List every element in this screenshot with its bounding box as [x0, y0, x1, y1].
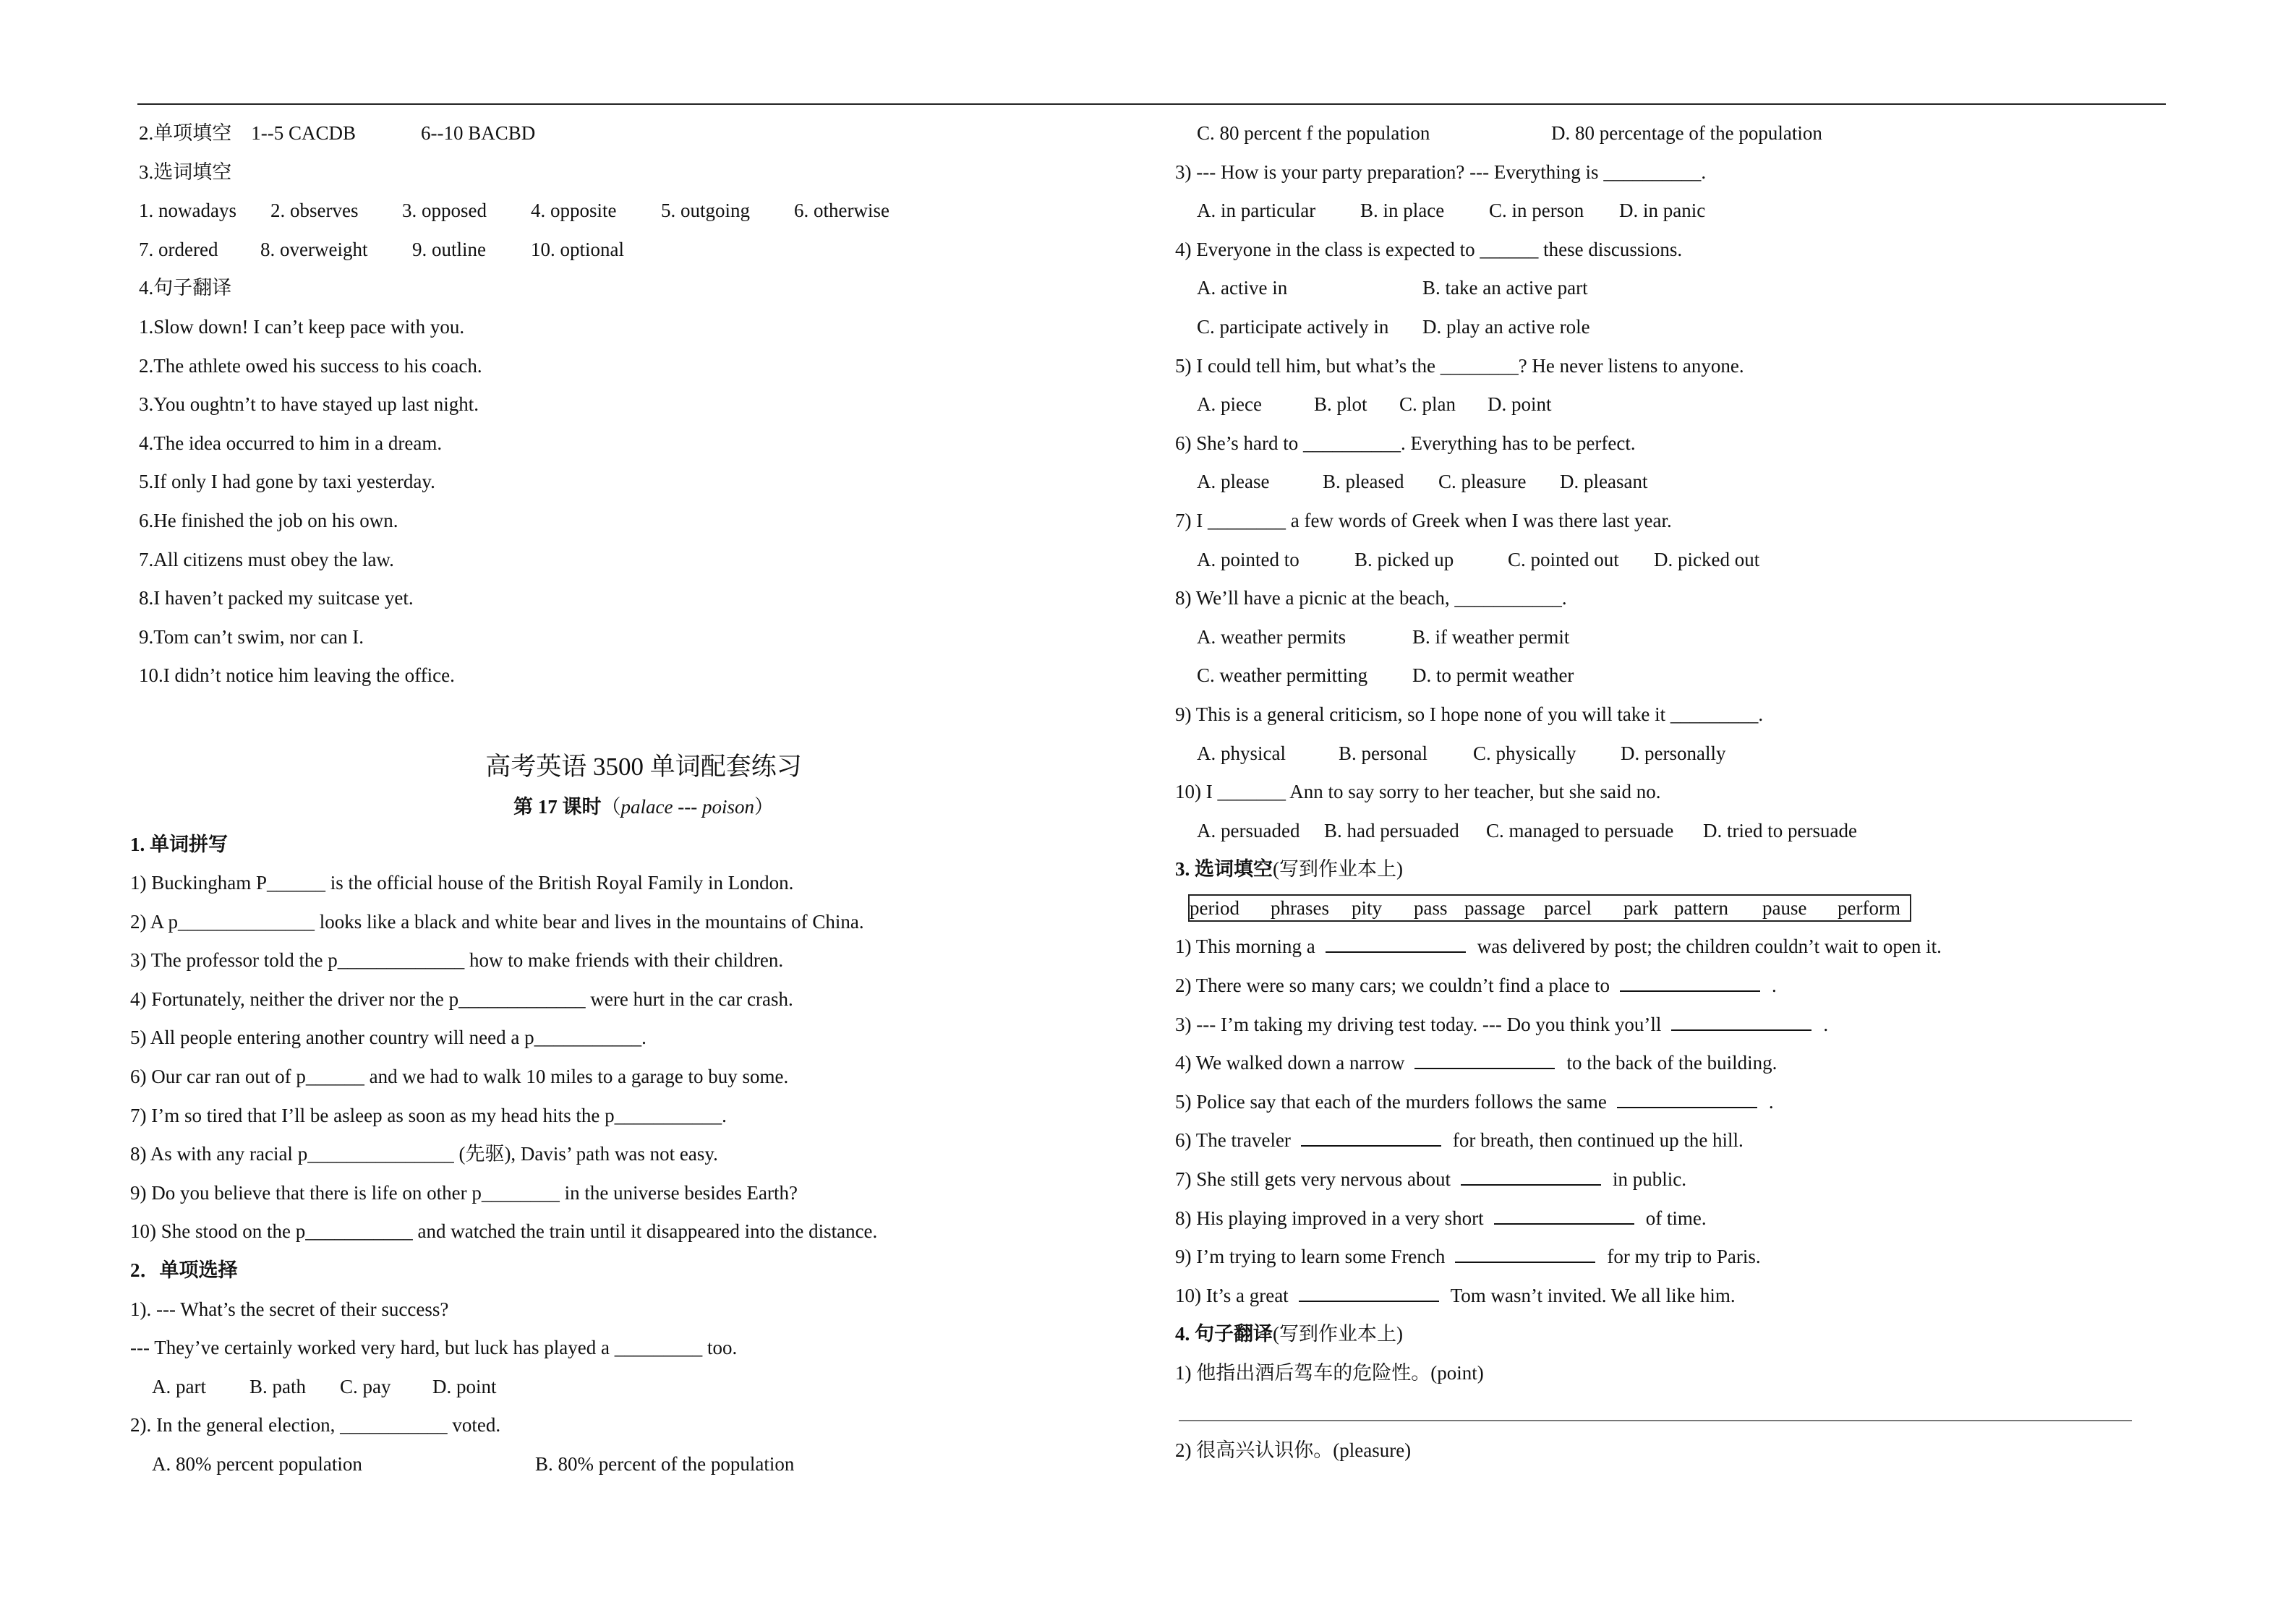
option: A. persuaded [1197, 819, 1300, 842]
option: C. managed to persuade [1486, 819, 1674, 842]
spelling-item: 5) All people entering another country will need a p___________. [130, 1027, 646, 1049]
answer-word: 5. outgoing [661, 200, 751, 222]
answer-blank: ___________ [534, 1027, 642, 1049]
word-box [1188, 894, 1911, 922]
question-4: 4) Everyone in the class is expected to ______ these discussions. [1175, 238, 1683, 260]
option: C. in person [1489, 200, 1584, 222]
option: B. pleased [1323, 471, 1404, 493]
answer-words-row-2 [130, 231, 1157, 270]
option: A. part [152, 1375, 206, 1397]
fill-list [1175, 928, 2173, 1315]
section-2-title: 2．单项选择 [130, 1259, 238, 1282]
option: D. to permit weather [1412, 664, 1574, 687]
answer-blank: ______ [267, 872, 325, 894]
spelling-item: 1) Buckingham P______ is the official house of the British Royal Family in London. [130, 872, 794, 894]
answer-sentence: 8.I haven’t packed my suitcase yet. [139, 587, 414, 609]
answer-word: 3. opposed [402, 200, 487, 222]
question-1-line-2: --- They’ve certainly worked very hard, but luck has played a _________ too. [130, 1337, 738, 1359]
question-4-options-b [1175, 308, 2173, 347]
option: C. participate actively in [1197, 315, 1389, 338]
option: D. play an active role [1422, 315, 1590, 338]
word-box-item: pattern [1674, 896, 1728, 919]
answer-line [1179, 1420, 2132, 1421]
answer-words-row-1 [130, 192, 1157, 231]
word-box-item: park [1623, 896, 1658, 919]
spelling-item: 8) As with any racial p_______________ (先驱), Davis’ path was not easy. [130, 1143, 718, 1165]
answer-word: 2. observes [270, 200, 359, 222]
section-4-title: 4. 句子翻译(写到作业本上) [1175, 1323, 1403, 1345]
translation-2: 2) 很高兴认识你。(pleasure) [1175, 1439, 1412, 1462]
question-2-options [130, 1445, 1157, 1484]
word-box-item: pass [1414, 896, 1448, 919]
answer-blank[interactable] [1494, 1202, 1634, 1225]
answer-blank: _____________ [337, 949, 465, 972]
answer-sentence: 9.Tom can’t swim, nor can I. [139, 625, 364, 648]
answer-word: 7. ordered [139, 238, 218, 260]
answer-sentence: 2.The athlete owed his success to his coach. [139, 354, 482, 377]
question-10-options [1175, 812, 2173, 851]
spelling-item: 4) Fortunately, neither the driver nor the p_____________ were hurt in the car crash. [130, 988, 793, 1010]
option: B. take an active part [1422, 277, 1588, 299]
word-box-item: period [1190, 896, 1239, 919]
answer-blank[interactable] [1326, 930, 1466, 953]
lesson-subtitle: 第 17 课时（palace --- poison） [513, 795, 774, 818]
question-5-options [1175, 385, 2173, 424]
answer-word: 9. outline [412, 238, 486, 260]
answer-word: 4. opposite [531, 200, 617, 222]
option: D. picked out [1654, 548, 1760, 570]
question-8-options-a [1175, 618, 2173, 657]
answer-blank: _______________ [307, 1143, 454, 1165]
spelling-item: 10) She stood on the p___________ and watched the train until it disappeared into the distance. [130, 1220, 878, 1243]
answer-blank[interactable] [1414, 1046, 1555, 1069]
fill-item: 4) We walked down a narrow to the back of the building. [1175, 1044, 2173, 1083]
option: B. 80% percent of the population [535, 1453, 795, 1475]
answer-sentence: 1.Slow down! I can’t keep pace with you. [139, 315, 465, 338]
word-box-item: parcel [1544, 896, 1592, 919]
question-1-line-1: 1). --- What’s the secret of their success? [130, 1298, 449, 1320]
option: A. weather permits [1197, 625, 1347, 648]
answer-word: 8. overweight [260, 238, 368, 260]
option: A. in particular [1197, 200, 1316, 222]
option: B. picked up [1354, 548, 1454, 570]
option: C. 80 percent f the population [1197, 122, 1430, 144]
answer-sentence: 4.The idea occurred to him in a dream. [139, 432, 443, 454]
answer-sentence: 5.If only I had gone by taxi yesterday. [139, 471, 435, 493]
answer-blank: ______________ [178, 910, 315, 933]
question-9-options [1175, 735, 2173, 774]
option: A. 80% percent population [152, 1453, 362, 1475]
option: D. tried to persuade [1703, 819, 1857, 842]
question-9: 9) This is a general criticism, so I hope none of you will take it _________. [1175, 703, 1764, 725]
option: B. if weather permit [1412, 625, 1570, 648]
question-5: 5) I could tell him, but what’s the ________? He never listens to anyone. [1175, 354, 1744, 377]
question-10: 10) I _______ Ann to say sorry to her teacher, but she said no. [1175, 781, 1661, 803]
option: D. pleasant [1560, 471, 1648, 493]
right-column [1175, 114, 2173, 1470]
fill-item: 3) --- I’m taking my driving test today. --- Do you think you’ll . [1175, 1006, 2173, 1045]
spelling-item: 2) A p______________ looks like a black and white bear and lives in the mountains of China. [130, 910, 864, 933]
section-3-title: 3. 选词填空(写到作业本上) [1175, 858, 1403, 881]
question-2-options-cont [1175, 114, 2173, 153]
answer-blank[interactable] [1671, 1008, 1811, 1031]
answer-blank[interactable] [1620, 969, 1760, 992]
answer-sentence: 3.You oughtn’t to have stayed up last night. [139, 393, 479, 416]
option: C. plan [1399, 393, 1456, 416]
spelling-item: 9) Do you believe that there is life on other p________ in the universe besides Earth? [130, 1181, 798, 1204]
question-7-options [1175, 541, 2173, 580]
fill-item: 2) There were so many cars; we couldn’t find a place to . [1175, 967, 2173, 1006]
option: B. plot [1314, 393, 1367, 416]
option: B. had persuaded [1324, 819, 1459, 842]
answer-blank: ___________ [614, 1104, 722, 1126]
fill-item: 8) His playing improved in a very short of time. [1175, 1199, 2173, 1238]
option: B. personal [1339, 742, 1427, 764]
fill-item: 7) She still gets very nervous about in public. [1175, 1160, 2173, 1199]
spelling-item: 7) I’m so tired that I’ll be asleep as soon as my head hits the p___________. [130, 1104, 727, 1126]
answer-line-2: 2.单项填空 1--5 CACDB 6--10 BACBD [139, 122, 536, 144]
word-box-item: perform [1838, 896, 1900, 919]
question-1-options [130, 1368, 1157, 1407]
question-6: 6) She’s hard to __________. Everything has to be perfect. [1175, 432, 1636, 454]
translation-1: 1) 他指出酒后驾车的危险性。(point) [1175, 1362, 1484, 1384]
fill-item: 10) It’s a great Tom wasn’t invited. We all like him. [1175, 1277, 2173, 1316]
fill-item: 6) The traveler for breath, then continued up the hill. [1175, 1121, 2173, 1160]
fill-item: 5) Police say that each of the murders follows the same . [1175, 1083, 2173, 1122]
fill-item: 9) I’m trying to learn some French for my trip to Paris. [1175, 1238, 2173, 1277]
fill-item: 1) This morning a was delivered by post; the children couldn’t wait to open it. [1175, 928, 2173, 967]
word-box-row [1175, 889, 2173, 928]
spelling-list [130, 864, 1157, 1251]
option: D. 80 percentage of the population [1551, 122, 1822, 144]
answer-blank[interactable] [1461, 1162, 1601, 1186]
answer-blank[interactable] [1299, 1279, 1439, 1302]
question-3: 3) --- How is your party preparation? --- Everything is __________. [1175, 160, 1707, 183]
answer-sentence: 7.All citizens must obey the law. [139, 548, 394, 570]
option: C. pay [340, 1375, 391, 1397]
left-column [130, 114, 1157, 1484]
question-8: 8) We’ll have a picnic at the beach, ___________. [1175, 587, 1567, 609]
answer-word: 10. optional [531, 238, 624, 260]
option: A. physical [1197, 742, 1286, 764]
answer-blank: ______ [305, 1066, 364, 1088]
answer-blank: ________ [481, 1181, 560, 1204]
spelling-item: 3) The professor told the p_____________ how to make friends with their children. [130, 949, 784, 972]
option: A. please [1197, 471, 1270, 493]
word-box-item: pause [1762, 896, 1807, 919]
section-1-title: 1. 单词拼写 [130, 833, 228, 855]
option: C. weather permitting [1197, 664, 1368, 687]
word-box-item: pity [1352, 896, 1383, 919]
answer-sentence: 10.I didn’t notice him leaving the office. [139, 664, 455, 687]
answer-blank[interactable] [1455, 1240, 1595, 1263]
spelling-item: 6) Our car ran out of p______ and we had to walk 10 miles to a garage to buy some. [130, 1066, 789, 1088]
answer-blank: _____________ [458, 988, 586, 1010]
header-rule [137, 103, 2166, 105]
option: A. active in [1197, 277, 1288, 299]
option: A. piece [1197, 393, 1262, 416]
option: C. pleasure [1438, 471, 1527, 493]
word-box-item: passage [1464, 896, 1525, 919]
question-3-options [1175, 192, 2173, 231]
option: B. path [249, 1375, 306, 1397]
answer-blank[interactable] [1617, 1085, 1757, 1108]
option: D. personally [1621, 742, 1726, 764]
option: C. physically [1473, 742, 1576, 764]
question-4-options-a [1175, 269, 2173, 308]
option: C. pointed out [1508, 548, 1619, 570]
option: D. point [1488, 393, 1552, 416]
option: A. pointed to [1197, 548, 1299, 570]
question-7: 7) I ________ a few words of Greek when I was there last year. [1175, 509, 1672, 531]
answer-blank[interactable] [1301, 1123, 1441, 1147]
answer-word: 1. nowadays [139, 200, 236, 222]
question-2-line-1: 2). In the general election, ___________ voted. [130, 1414, 501, 1436]
answer-line-3-label: 3.选词填空 [139, 160, 232, 183]
answer-word: 6. otherwise [794, 200, 889, 222]
answer-line-4-label: 4.句子翻译 [139, 277, 232, 299]
question-6-options [1175, 463, 2173, 502]
option: D. point [432, 1375, 497, 1397]
word-box-item: phrases [1271, 896, 1329, 919]
page-title: 高考英语 3500 单词配套练习 [485, 752, 802, 781]
question-8-options-b [1175, 656, 2173, 695]
option: B. in place [1360, 200, 1445, 222]
answer-sentence: 6.He finished the job on his own. [139, 509, 398, 531]
answer-blank: ___________ [305, 1220, 413, 1243]
option: D. in panic [1619, 200, 1706, 222]
